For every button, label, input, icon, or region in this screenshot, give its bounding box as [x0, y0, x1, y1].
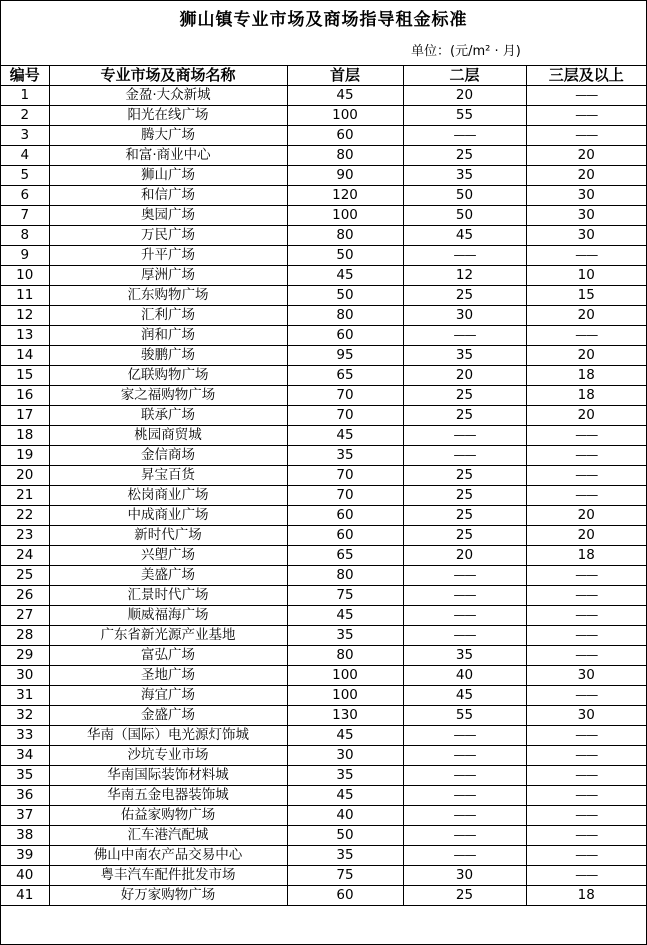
rent-floor2: 50 — [403, 186, 526, 206]
market-name: 汇景时代广场 — [49, 586, 287, 606]
rent-floor1: 70 — [287, 406, 403, 426]
table-row — [1, 86, 646, 106]
rent-floor3-plus: —— — [526, 126, 646, 146]
row-number: 25 — [1, 566, 49, 586]
rent-floor1: 45 — [287, 786, 403, 806]
row-number: 32 — [1, 706, 49, 726]
rent-floor3-plus: 20 — [526, 506, 646, 526]
rent-floor3-plus: —— — [526, 726, 646, 746]
table-row — [1, 506, 646, 526]
market-name: 富弘广场 — [49, 646, 287, 666]
rent-floor1: 100 — [287, 686, 403, 706]
rent-floor3-plus: —— — [526, 326, 646, 346]
table-row — [1, 206, 646, 226]
rent-floor1: 60 — [287, 126, 403, 146]
table-row — [1, 326, 646, 346]
table-row — [1, 786, 646, 806]
table-row — [1, 766, 646, 786]
rent-floor2: 45 — [403, 686, 526, 706]
table-row — [1, 646, 646, 666]
rent-floor2: 25 — [403, 526, 526, 546]
row-number: 15 — [1, 366, 49, 386]
rent-floor1: 35 — [287, 446, 403, 466]
rent-floor1: 70 — [287, 386, 403, 406]
market-name: 华南国际装饰材料城 — [49, 766, 287, 786]
rent-floor3-plus: 30 — [526, 666, 646, 686]
market-name: 狮山广场 — [49, 166, 287, 186]
rent-floor2: 40 — [403, 666, 526, 686]
market-name: 阳光在线广场 — [49, 106, 287, 126]
rent-floor2: 25 — [403, 406, 526, 426]
rent-floor1: 60 — [287, 526, 403, 546]
rent-floor1: 50 — [287, 826, 403, 846]
rent-floor2: —— — [403, 126, 526, 146]
table-row — [1, 466, 646, 486]
table-row — [1, 286, 646, 306]
table-row — [1, 826, 646, 846]
market-name: 骏鹏广场 — [49, 346, 287, 366]
row-number: 8 — [1, 226, 49, 246]
table-row — [1, 586, 646, 606]
rent-floor1: 35 — [287, 846, 403, 866]
rent-floor2: 55 — [403, 106, 526, 126]
row-number: 1 — [1, 86, 49, 106]
rent-floor1: 80 — [287, 306, 403, 326]
rent-floor3-plus: —— — [526, 606, 646, 626]
rent-floor2: 25 — [403, 466, 526, 486]
table-row — [1, 626, 646, 646]
table-row — [1, 406, 646, 426]
header-floor3: 三层及以上 — [526, 66, 646, 86]
table-row — [1, 746, 646, 766]
rent-floor1: 100 — [287, 666, 403, 686]
row-number: 22 — [1, 506, 49, 526]
rent-floor1: 50 — [287, 246, 403, 266]
rent-floor3-plus: 18 — [526, 366, 646, 386]
rent-floor1: 45 — [287, 426, 403, 446]
rent-floor2: 25 — [403, 146, 526, 166]
table-row — [1, 446, 646, 466]
row-number: 18 — [1, 426, 49, 446]
rent-floor2: 35 — [403, 646, 526, 666]
rent-floor2: —— — [403, 586, 526, 606]
rent-floor2: —— — [403, 746, 526, 766]
rent-floor3-plus: —— — [526, 686, 646, 706]
rent-floor3-plus: 20 — [526, 166, 646, 186]
table-row — [1, 566, 646, 586]
market-name: 好万家购物广场 — [49, 886, 287, 906]
table-row — [1, 526, 646, 546]
table-row — [1, 546, 646, 566]
rent-floor3-plus: —— — [526, 786, 646, 806]
rent-floor2: 25 — [403, 286, 526, 306]
rent-floor3-plus: 20 — [526, 306, 646, 326]
rent-floor2: —— — [403, 826, 526, 846]
market-name: 佑益家购物广场 — [49, 806, 287, 826]
market-name: 新时代广场 — [49, 526, 287, 546]
row-number: 3 — [1, 126, 49, 146]
rent-floor2: 20 — [403, 366, 526, 386]
market-name: 升平广场 — [49, 246, 287, 266]
rent-floor1: 75 — [287, 866, 403, 886]
rent-floor1: 100 — [287, 106, 403, 126]
rent-floor2: 30 — [403, 866, 526, 886]
rent-floor3-plus: —— — [526, 826, 646, 846]
rent-floor1: 80 — [287, 566, 403, 586]
row-number: 38 — [1, 826, 49, 846]
rent-floor2: 25 — [403, 886, 526, 906]
rent-floor2: —— — [403, 246, 526, 266]
row-number: 26 — [1, 586, 49, 606]
rent-floor3-plus: 20 — [526, 406, 646, 426]
market-name: 美盛广场 — [49, 566, 287, 586]
row-number: 9 — [1, 246, 49, 266]
market-name: 腾大广场 — [49, 126, 287, 146]
row-number: 29 — [1, 646, 49, 666]
table-row — [1, 726, 646, 746]
market-name: 华南（国际）电光源灯饰城 — [49, 726, 287, 746]
table-row — [1, 886, 646, 906]
row-number: 33 — [1, 726, 49, 746]
rent-floor1: 45 — [287, 606, 403, 626]
rent-floor2: —— — [403, 566, 526, 586]
rent-floor1: 80 — [287, 646, 403, 666]
rent-floor1: 45 — [287, 726, 403, 746]
market-name: 汇东购物广场 — [49, 286, 287, 306]
rent-floor3-plus: 30 — [526, 206, 646, 226]
market-name: 金盈·大众新城 — [49, 86, 287, 106]
rent-floor1: 130 — [287, 706, 403, 726]
rent-floor2: —— — [403, 426, 526, 446]
rent-floor3-plus: —— — [526, 566, 646, 586]
row-number: 23 — [1, 526, 49, 546]
rent-floor3-plus: —— — [526, 806, 646, 826]
row-number: 35 — [1, 766, 49, 786]
market-name: 奥园广场 — [49, 206, 287, 226]
row-number: 13 — [1, 326, 49, 346]
market-name: 海宜广场 — [49, 686, 287, 706]
row-number: 41 — [1, 886, 49, 906]
table-row — [1, 246, 646, 266]
market-name: 桃园商贸城 — [49, 426, 287, 446]
table-row — [1, 806, 646, 826]
row-number: 5 — [1, 166, 49, 186]
row-number: 4 — [1, 146, 49, 166]
market-name: 华南五金电器装饰城 — [49, 786, 287, 806]
rent-floor1: 60 — [287, 506, 403, 526]
rent-floor2: —— — [403, 446, 526, 466]
rent-floor3-plus: —— — [526, 86, 646, 106]
table-row — [1, 186, 646, 206]
rent-floor1: 50 — [287, 286, 403, 306]
row-number: 24 — [1, 546, 49, 566]
rent-floor1: 65 — [287, 366, 403, 386]
rent-floor3-plus: 30 — [526, 226, 646, 246]
rent-floor2: 50 — [403, 206, 526, 226]
market-name: 金信商场 — [49, 446, 287, 466]
row-number: 39 — [1, 846, 49, 866]
rent-floor2: 30 — [403, 306, 526, 326]
rent-floor3-plus: —— — [526, 106, 646, 126]
rent-floor3-plus: —— — [526, 446, 646, 466]
table-row — [1, 486, 646, 506]
rent-floor2: 25 — [403, 386, 526, 406]
market-name: 松岗商业广场 — [49, 486, 287, 506]
row-number: 2 — [1, 106, 49, 126]
table-row — [1, 266, 646, 286]
table-row — [1, 346, 646, 366]
row-number: 28 — [1, 626, 49, 646]
rent-floor3-plus: —— — [526, 246, 646, 266]
row-number: 11 — [1, 286, 49, 306]
rent-floor1: 45 — [287, 266, 403, 286]
rent-floor1: 80 — [287, 226, 403, 246]
market-name: 润和广场 — [49, 326, 287, 346]
rent-floor2: 20 — [403, 546, 526, 566]
rent-floor1: 40 — [287, 806, 403, 826]
header-floor1: 首层 — [287, 66, 403, 86]
rent-floor2: 12 — [403, 266, 526, 286]
market-name: 家之福购物广场 — [49, 386, 287, 406]
sheet-title: 狮山镇专业市场及商场指导租金标准 — [179, 10, 468, 30]
rent-floor2: —— — [403, 606, 526, 626]
rent-floor3-plus: —— — [526, 426, 646, 446]
row-number: 31 — [1, 686, 49, 706]
table-row — [1, 426, 646, 446]
rent-floor3-plus: 20 — [526, 526, 646, 546]
rent-floor3-plus: 18 — [526, 386, 646, 406]
rent-floor3-plus: —— — [526, 466, 646, 486]
rent-floor3-plus: 20 — [526, 346, 646, 366]
rent-floor1: 70 — [287, 466, 403, 486]
header-no: 编号 — [1, 66, 49, 86]
rent-floor2: —— — [403, 846, 526, 866]
rent-floor2: —— — [403, 726, 526, 746]
rent-floor3-plus: —— — [526, 866, 646, 886]
table-row — [1, 666, 646, 686]
table-row — [1, 226, 646, 246]
row-number: 27 — [1, 606, 49, 626]
rent-floor3-plus: 10 — [526, 266, 646, 286]
rent-floor3-plus: 15 — [526, 286, 646, 306]
rent-floor2: —— — [403, 806, 526, 826]
row-number: 36 — [1, 786, 49, 806]
table-row — [1, 866, 646, 886]
rent-floor1: 45 — [287, 86, 403, 106]
header-floor2: 二层 — [403, 66, 526, 86]
rent-floor3-plus: —— — [526, 626, 646, 646]
rent-floor2: —— — [403, 766, 526, 786]
rent-floor1: 30 — [287, 746, 403, 766]
rent-table — [1, 65, 646, 906]
row-number: 20 — [1, 466, 49, 486]
rent-floor3-plus: 18 — [526, 886, 646, 906]
rent-floor2: —— — [403, 326, 526, 346]
table-row — [1, 166, 646, 186]
rent-floor1: 35 — [287, 766, 403, 786]
header-name: 专业市场及商场名称 — [49, 66, 287, 86]
rent-floor1: 60 — [287, 886, 403, 906]
rent-floor2: 25 — [403, 486, 526, 506]
market-name: 兴塱广场 — [49, 546, 287, 566]
rent-floor3-plus: —— — [526, 486, 646, 506]
rent-floor3-plus: 20 — [526, 146, 646, 166]
table-row — [1, 706, 646, 726]
rent-floor3-plus: —— — [526, 586, 646, 606]
rent-floor1: 60 — [287, 326, 403, 346]
rent-floor1: 70 — [287, 486, 403, 506]
table-row — [1, 146, 646, 166]
table-row — [1, 126, 646, 146]
market-name: 沙坑专业市场 — [49, 746, 287, 766]
rent-floor1: 35 — [287, 626, 403, 646]
rent-floor3-plus: —— — [526, 746, 646, 766]
rent-floor3-plus: —— — [526, 846, 646, 866]
row-number: 17 — [1, 406, 49, 426]
rent-floor3-plus: 30 — [526, 186, 646, 206]
rent-floor1: 65 — [287, 546, 403, 566]
rent-floor2: 35 — [403, 166, 526, 186]
row-number: 14 — [1, 346, 49, 366]
market-name: 和信广场 — [49, 186, 287, 206]
rent-floor1: 95 — [287, 346, 403, 366]
market-name: 昇宝百货 — [49, 466, 287, 486]
table-row — [1, 686, 646, 706]
unit-label: 单位：(元/m² · 月) — [411, 44, 521, 59]
table-row — [1, 606, 646, 626]
rent-floor1: 90 — [287, 166, 403, 186]
table-row — [1, 366, 646, 386]
row-number: 19 — [1, 446, 49, 466]
rent-floor3-plus: 18 — [526, 546, 646, 566]
market-name: 中成商业广场 — [49, 506, 287, 526]
row-number: 10 — [1, 266, 49, 286]
rent-floor2: 20 — [403, 86, 526, 106]
table-body — [1, 86, 646, 906]
row-number: 6 — [1, 186, 49, 206]
rent-floor3-plus: 30 — [526, 706, 646, 726]
row-number: 30 — [1, 666, 49, 686]
market-name: 佛山中南农产品交易中心 — [49, 846, 287, 866]
row-number: 7 — [1, 206, 49, 226]
market-name: 汇利广场 — [49, 306, 287, 326]
rent-floor2: —— — [403, 626, 526, 646]
market-name: 汇车港汽配城 — [49, 826, 287, 846]
header-row — [1, 66, 646, 86]
market-name: 广东省新光源产业基地 — [49, 626, 287, 646]
table-row — [1, 306, 646, 326]
market-name: 粤丰汽车配件批发市场 — [49, 866, 287, 886]
market-name: 亿联购物广场 — [49, 366, 287, 386]
row-number: 21 — [1, 486, 49, 506]
rent-floor3-plus: —— — [526, 766, 646, 786]
rent-floor1: 100 — [287, 206, 403, 226]
table-row — [1, 386, 646, 406]
row-number: 40 — [1, 866, 49, 886]
rent-floor2: 45 — [403, 226, 526, 246]
rent-floor1: 80 — [287, 146, 403, 166]
market-name: 圣地广场 — [49, 666, 287, 686]
rent-floor2: 25 — [403, 506, 526, 526]
market-name: 金盛广场 — [49, 706, 287, 726]
rent-floor2: 35 — [403, 346, 526, 366]
market-name: 和富·商业中心 — [49, 146, 287, 166]
rent-floor2: 55 — [403, 706, 526, 726]
market-name: 厚洲广场 — [49, 266, 287, 286]
table-row — [1, 106, 646, 126]
rent-floor1: 75 — [287, 586, 403, 606]
rent-floor3-plus: —— — [526, 646, 646, 666]
market-name: 顺威福海广场 — [49, 606, 287, 626]
row-number: 12 — [1, 306, 49, 326]
table-row — [1, 846, 646, 866]
rent-floor1: 120 — [287, 186, 403, 206]
market-name: 万民广场 — [49, 226, 287, 246]
row-number: 34 — [1, 746, 49, 766]
rent-floor2: —— — [403, 786, 526, 806]
row-number: 37 — [1, 806, 49, 826]
market-name: 联承广场 — [49, 406, 287, 426]
row-number: 16 — [1, 386, 49, 406]
